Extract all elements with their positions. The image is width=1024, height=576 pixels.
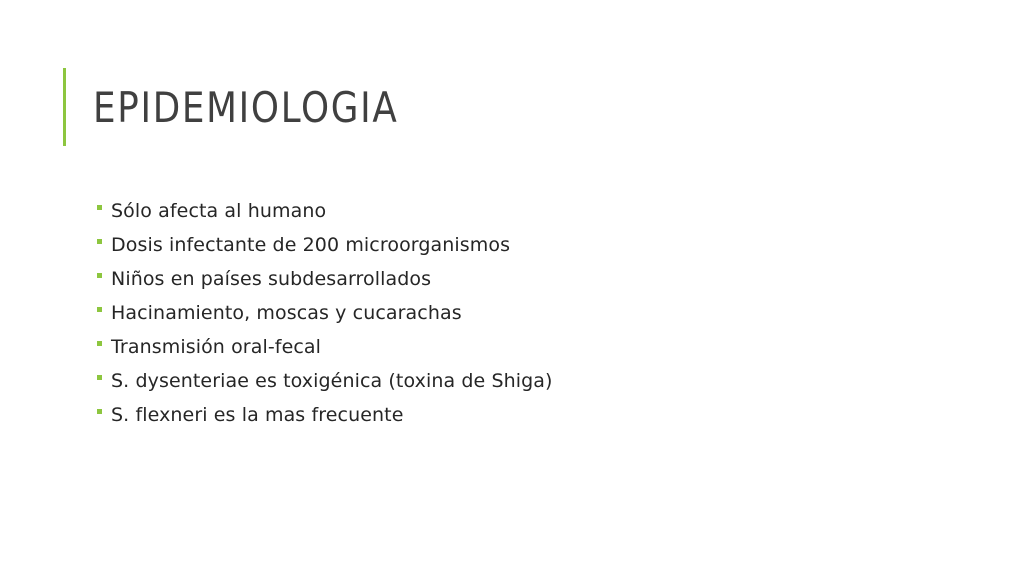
bullet-text: S. flexneri es la mas frecuente (111, 404, 404, 426)
bullet-text: Transmisión oral-fecal (111, 336, 322, 358)
title-accent-bar (63, 68, 66, 146)
list-item (97, 330, 553, 364)
list-item (97, 364, 553, 398)
slide-title: EPIDEMIOLOGIA (93, 83, 399, 132)
list-item (97, 228, 553, 262)
square-bullet-icon (97, 341, 102, 346)
bullet-text: Niños en países subdesarrollados (111, 268, 432, 290)
list-item (97, 296, 553, 330)
list-item (97, 262, 553, 296)
bullet-text: Sólo afecta al humano (111, 200, 327, 222)
square-bullet-icon (97, 409, 102, 414)
list-item (97, 194, 553, 228)
square-bullet-icon (97, 239, 102, 244)
square-bullet-icon (97, 375, 102, 380)
bullet-text: S. dysenteriae es toxigénica (toxina de Shiga) (111, 370, 553, 392)
square-bullet-icon (97, 205, 102, 210)
bullet-list (97, 194, 553, 432)
bullet-text: Dosis infectante de 200 microorganismos (111, 234, 511, 256)
bullet-text: Hacinamiento, moscas y cucarachas (111, 302, 462, 324)
square-bullet-icon (97, 273, 102, 278)
list-item (97, 398, 553, 432)
square-bullet-icon (97, 307, 102, 312)
